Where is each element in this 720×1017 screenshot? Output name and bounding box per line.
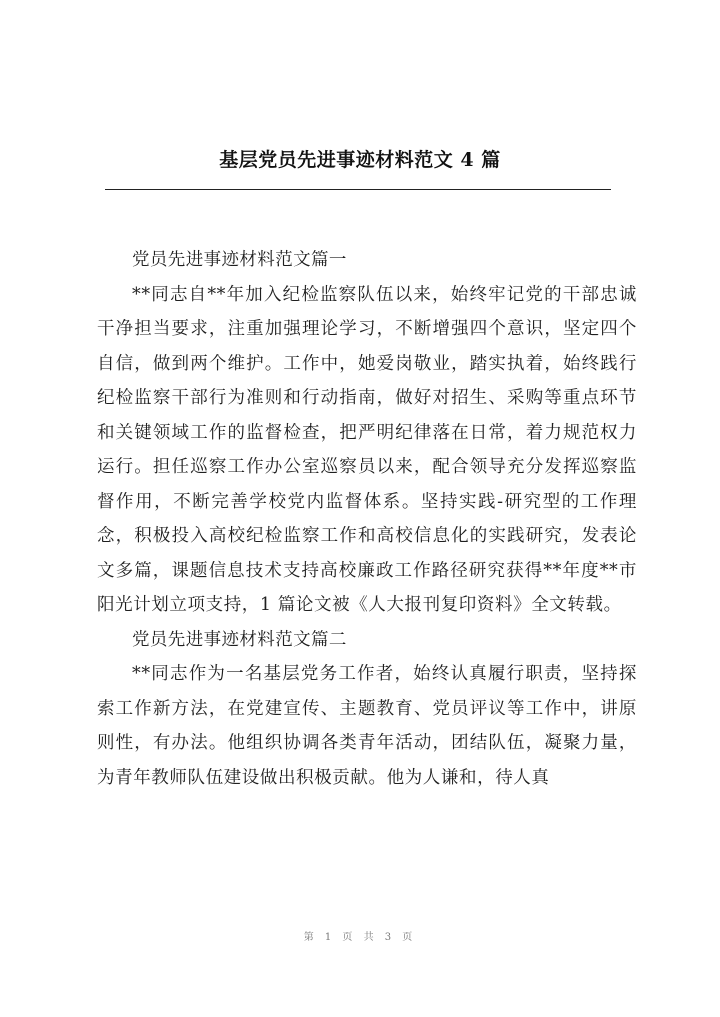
document-title: 基层党员先进事迹材料范文 4 篇 xyxy=(219,149,501,171)
page-footer: 第 1 页 共 3 页 xyxy=(303,932,417,943)
document-body xyxy=(97,243,637,795)
section-paragraph-1: **同志自**年加入纪检监察队伍以来，始终牢记党的干部忠诚干净担当要求，注重加强理论学习，不断增强四个意识，坚定四个自信，做到两个维护。工作中，她爱岗敬业，踏实执着，始终践行纪检监察干部行为准则和行动指南，做好对招生、采购等重点环节和关键领域工作的监督检查，把严明纪律落在日常，着力规范权力运行。担任巡察工作办公室巡察员以来，配合领导充分发挥巡察监督作用，不断完善学校党内监督体系。坚持实践-研究型的工作理念，积极投入高校纪检监察工作和高校信息化的实践研究，发表论文多篇，课题信息技术支持高校廉政工作路径研究获得**年度**市阳光计划立项支持，1 篇论文被《人大报刊复印资料》全文转载。 xyxy=(97,284,637,615)
section-heading-1: 党员先进事迹材料范文篇一 xyxy=(132,250,347,270)
section-heading-2: 党员先进事迹材料范文篇二 xyxy=(132,629,347,650)
title-divider xyxy=(105,189,611,190)
section-paragraph-2: **同志作为一名基层党务工作者，始终认真履行职责，坚持探索工作新方法，在党建宣传、主题教育、党员评议等工作中，讲原则性，有办法。他组织协调各类青年活动，团结队伍，凝聚力量，为青年教师队伍建设做出积极贡献。他为人谦和，待人真 xyxy=(97,664,637,788)
